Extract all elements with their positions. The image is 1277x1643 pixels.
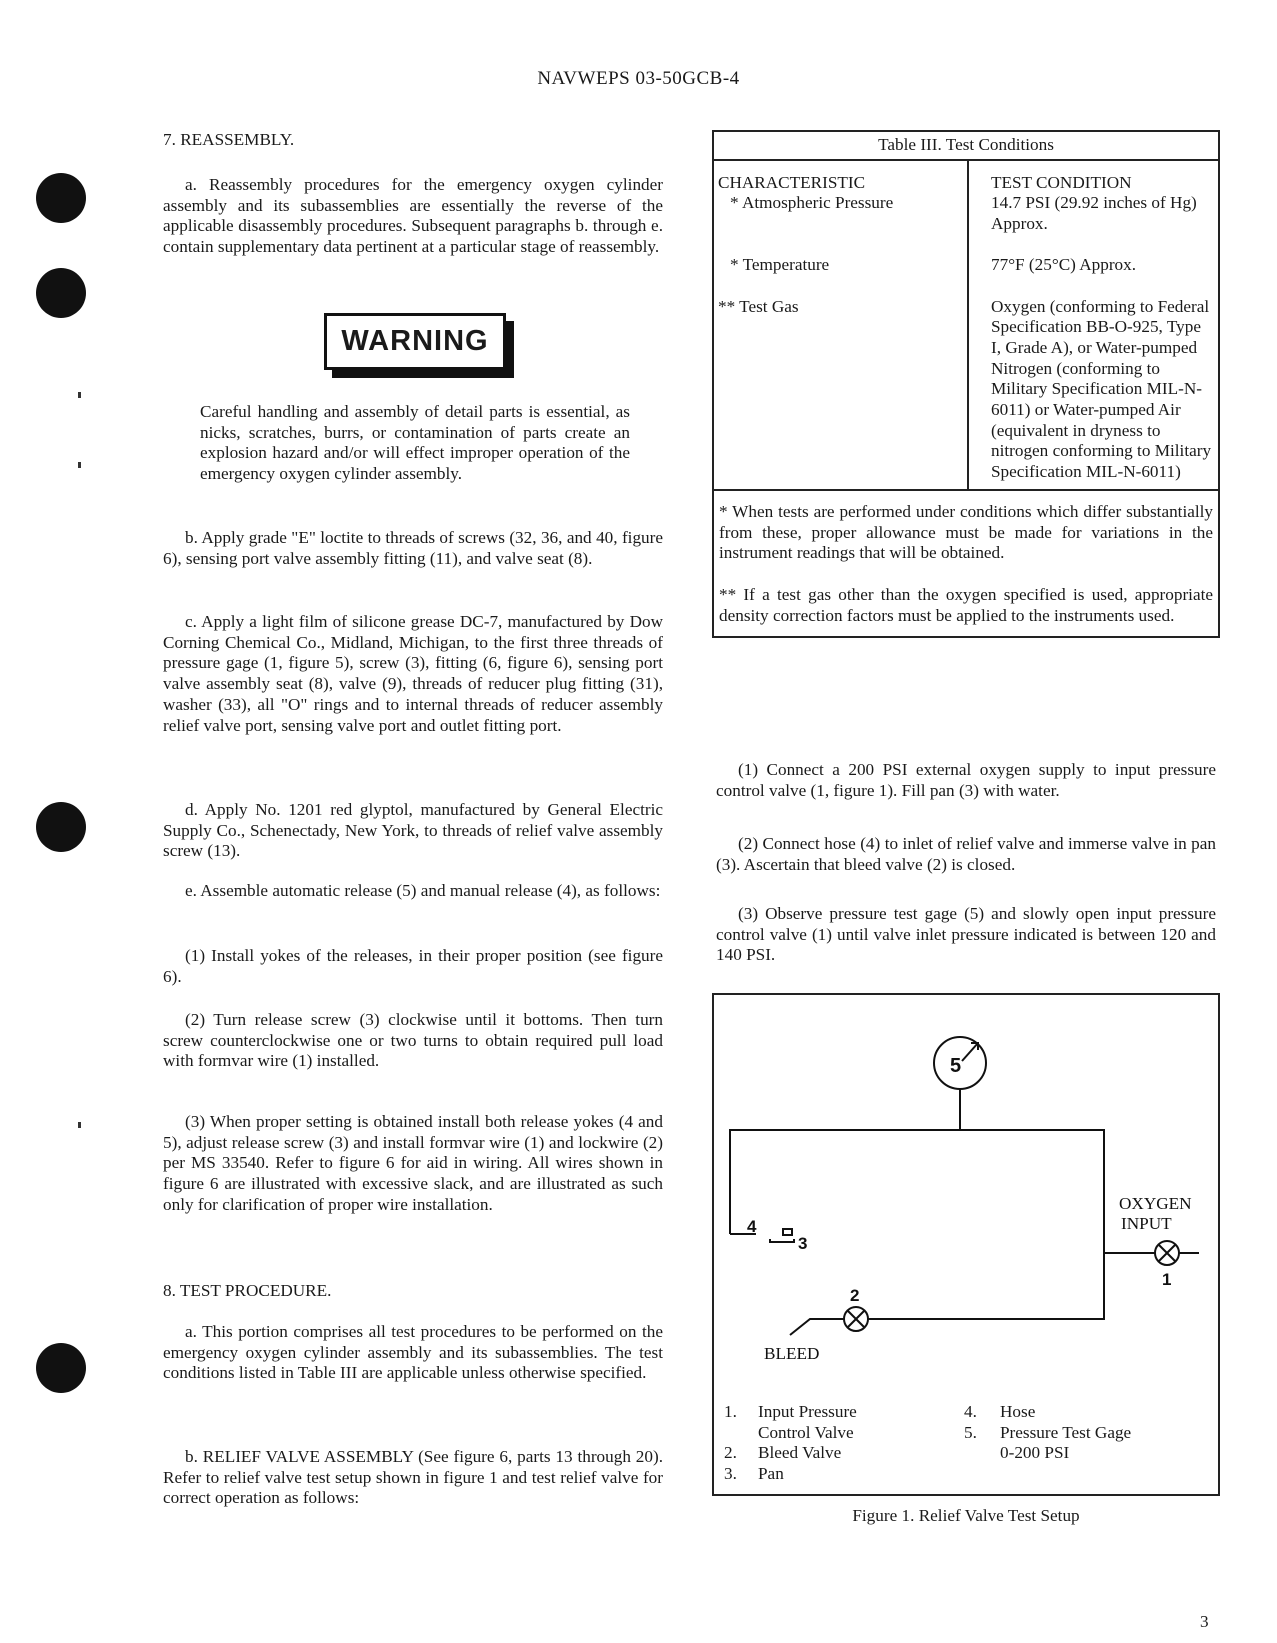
section-7-para-e1: (1) Install yokes of the releases, in their proper position (see figure 6). — [163, 946, 663, 986]
legend-item: Input Pressure — [758, 1402, 857, 1421]
section-8-heading: 8. TEST PROCEDURE. — [163, 1281, 332, 1300]
section-7-para-e: e. Assemble automatic release (5) and manual release (4), as follows: — [185, 881, 661, 900]
legend-item: Control Valve — [758, 1422, 854, 1442]
section-7-para-a: a. Reassembly procedures for the emergency oxygen cylinder assembly and its subassemblies are essentially the reverse of the applicable disassembly procedures. Subsequent paragraphs b. through e. contain supplementary data pertinent at a particular stage of reassembly. — [163, 175, 663, 257]
oxygen-input-label: OXYGEN — [1119, 1194, 1192, 1213]
section-8-para-a: a. This portion comprises all test procedures to be performed on the emergency oxygen cylinder assembly and its subassemblies. The test conditions listed in Table III are applicable unless otherwise specified. — [163, 1322, 663, 1383]
row-char: * Temperature — [730, 255, 830, 275]
relief-step-3: (3) Observe pressure test gage (5) and slowly open input pressure control valve (1) until valve inlet pressure indicated is between 120 and 140 PSI. — [716, 904, 1216, 965]
figure-legend-left: 1. Input Pressure Control Valve 2. Bleed Valve 3. Pan — [724, 1402, 857, 1484]
punch-hole — [36, 802, 86, 852]
table-note-1: * When tests are performed under conditions which differ substantially from these, proper allowance must be made for variations in the instrument readings that will be obtained. — [719, 501, 1213, 563]
col-header-condition: TEST CONDITION — [991, 172, 1132, 192]
pan-label: 3 — [798, 1234, 808, 1253]
page-number: 3 — [1200, 1612, 1209, 1631]
test-conditions-table — [712, 130, 1220, 638]
legend-item: Bleed Valve — [758, 1443, 842, 1463]
legend-item: 0-200 PSI — [1000, 1443, 1070, 1463]
legend-item: Hose — [1000, 1402, 1036, 1421]
section-7-para-d: d. Apply No. 1201 red glyptol, manufactured by General Electric Supply Co., Schenectady, New York, to threads of relief valve assembly screw (13). — [163, 800, 663, 861]
figure-caption: Figure 1. Relief Valve Test Setup — [852, 1506, 1080, 1525]
row-cond: 77°F (25°C) Approx. — [991, 254, 1137, 274]
pan-icon — [770, 1239, 794, 1242]
punch-hole — [36, 268, 86, 318]
input-valve-label: 1 — [1162, 1270, 1172, 1289]
characteristic-column — [713, 160, 968, 490]
legend-item: Pan — [758, 1464, 784, 1484]
section-7-para-c: c. Apply a light film of silicone grease DC-7, manufactured by Dow Corning Chemical Co., Midland, Michigan, to the first three threads of pressure gage (1, figure 5), screw (3), fitting (6, figure 6), sensing port valve assembly seat (8), valve (9), threads of reducer plug fitting (31), washer (33), all "O" rings and to internal threads of reducer assembly relief valve port, sensing valve port and outlet fitting port. — [163, 612, 663, 735]
bleed-label: BLEED — [764, 1344, 820, 1363]
oxygen-input-label-2: INPUT — [1121, 1214, 1172, 1233]
row-cond: Oxygen (conforming to Federal Specification BB-O-925, Type I, Grade A), or Water-pumped Nitrogen (conforming to Military Specification MIL-N-6011) or Water-pumped Air (equivalent in dryness to nitrogen conforming to Military Specification MIL-N-6011) — [991, 296, 1212, 482]
relief-step-2: (2) Connect hose (4) to inlet of relief valve and immerse valve in pan (3). Ascertain that bleed valve (2) is closed. — [716, 834, 1216, 874]
hose-label: 4 — [747, 1217, 757, 1236]
relief-step-1: (1) Connect a 200 PSI external oxygen supply to input pressure control valve (1, figure 1). Fill pan (3) with water. — [716, 760, 1216, 800]
section-8-para-b: b. RELIEF VALVE ASSEMBLY (See figure 6, parts 13 through 20). Refer to relief valve test setup shown in figure 1 and test relief valve for correct operation as follows: — [163, 1447, 663, 1508]
warning-text: Careful handling and assembly of detail parts is essential, as nicks, scratches, burrs, or contamination of parts create an explosion hazard and/or will effect improper operation of the emergency oxygen cylinder assembly. — [200, 402, 630, 484]
figure-legend-right: 4. Hose 5. Pressure Test Gage 0-200 PSI — [964, 1402, 1132, 1463]
col-header-characteristic: CHARACTERISTIC — [718, 172, 866, 192]
test-setup-diagram — [712, 993, 1220, 1373]
punch-hole — [36, 1343, 86, 1393]
row-char: ** Test Gas — [718, 296, 799, 316]
warning-box — [324, 313, 506, 370]
table-title: Table III. Test Conditions — [713, 131, 1219, 160]
section-7-para-b: b. Apply grade "E" loctite to threads of screws (32, 36, and 40, figure 6), sensing port valve assembly fitting (11), and valve seat (8). — [163, 528, 663, 568]
section-7-heading: 7. REASSEMBLY. — [163, 130, 295, 149]
legend-item: Pressure Test Gage — [1000, 1422, 1132, 1442]
punch-hole — [36, 173, 86, 223]
scan-mark — [78, 1122, 81, 1128]
scan-mark — [78, 462, 81, 468]
scan-mark — [78, 392, 81, 398]
row-cond: 14.7 PSI (29.92 inches of Hg) Approx. — [991, 193, 1197, 234]
row-char: * Atmospheric Pressure — [730, 193, 894, 213]
warning-label: WARNING — [341, 325, 489, 357]
section-7-para-e2: (2) Turn release screw (3) clockwise until it bottoms. Then turn screw counterclockwise one or two turns to obtain required pull load with formvar wire (1) installed. — [163, 1010, 663, 1071]
condition-column — [968, 160, 1219, 490]
section-7-para-e3: (3) When proper setting is obtained install both release yokes (4 and 5), adjust release screw (3) and install formvar wire (1) and lockwire (2) per MS 33540. Refer to figure 6 for aid in wiring. All wires shown in figure 6 are illustrated with excessive slack, and are illustrated as such only for clarification of proper wire installation. — [163, 1112, 663, 1214]
gage-label: 5 — [950, 1055, 962, 1077]
table-note-2: ** If a test gas other than the oxygen specified is used, appropriate density correction factors must be applied to the instruments used. — [719, 584, 1213, 625]
page-header: NAVWEPS 03-50GCB-4 — [537, 68, 740, 89]
bleed-valve-label: 2 — [850, 1286, 860, 1305]
